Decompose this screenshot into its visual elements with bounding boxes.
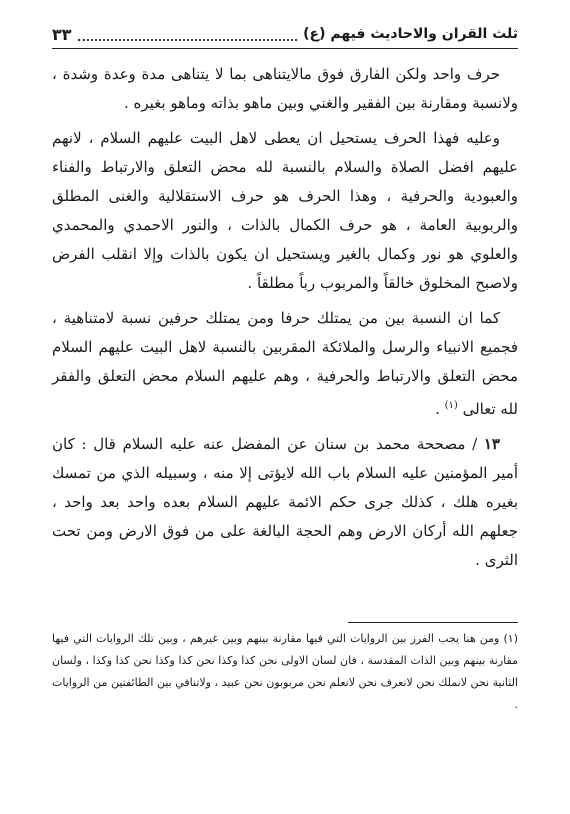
running-title: ثلث القران والاحاديث فيهم (ع) — [303, 26, 518, 42]
paragraph-text: كما ان النسبة بين من يمتلك حرفا ومن يمتلك حرفين نسبة لامتناهية ، فجميع الانبياء والرسل والملائكة المقربين بالنسبة لاهل البيت عليهم السلام محض التعلق والارتباط والحرفية ، وهم عليهم السلام محض التعلق والفقر لله تعالى — [52, 309, 518, 418]
page-number: ٣٣ — [52, 24, 72, 44]
hadith-text: / مصححة محمد بن سنان عن المفضل عنه عليه السلام قال : كان أمير المؤمنين عليه السلام باب الله لايؤتى إلا منه ، وسبيله الذي من تمسك بغيره هلك ، كذلك جرى حكم الائمة عليهم السلام بعده واحد بعد واحد ، جعلهم الله أركان الارض وهم الحجة البالغة على من فوق الارض ومن تحت الثرى . — [52, 435, 518, 569]
header-leader-dots — [78, 27, 298, 41]
paragraph: وعليه فهذا الحرف يستحيل ان يعطى لاهل البيت عليهم السلام ، لانهم عليهم افضل الصلاة والسلام بالنسبة لله محض التعلق والارتباط والفناء والعبودية والحرفية ، وهذا الحرف هو حرف الاستقلالية والغنى المطلق والربوبية العامة ، هو حرف الكمال بالذات ، والنور الاحمدي والمحمدي والعلوي هو نور وكمال بالغير ويستحيل ان يكون بالذات وإلا انقلب الفرض ولاصبح المخلوق خالقاً والمربوب رباً مطلقاً . — [52, 129, 518, 292]
header-divider — [52, 48, 518, 49]
footnote-divider — [348, 622, 518, 623]
paragraph-with-footnote: كما ان النسبة بين من يمتلك حرفا ومن يمتلك حرفين نسبة لامتناهية ، فجميع الانبياء والرسل والملائكة المقربين بالنسبة لاهل البيت عليهم السلام محض التعلق والارتباط والحرفية ، وهم عليهم السلام محض التعلق والفقر لله تعالى $^{(١)}$ . — [52, 309, 518, 418]
paragraph: حرف واحد ولكن الفارق فوق مالايتناهى بما لا يتناهى مدة وعدة وشدة ، ولانسبة ومقارنة بين الفقير والغني وبين ماهو بذاته وماهو بغيره . — [52, 65, 518, 112]
page-header — [52, 20, 518, 48]
hadith-number: ١٣ — [483, 435, 500, 453]
footnote: (١) ومن هنا يجب الفرز بين الروايات التي فيها مقارنة بينهم وبين غيرهم ، وبين تلك الروايات التي فيها مقارنة بينهم وبين الذات المقدسة ، فان لسان الاولى نحن كذا وكذا نحن كذا وكذا نحن كذا وكذا ، ولسان الثانية نحن لانملك نحن لانعرف نحن لانعلم نحن مربوبون نحن عبيد ، ولاتنافي بين الطائفتين من الروايات . — [52, 632, 518, 711]
hadith-paragraph — [52, 430, 518, 575]
main-text — [52, 60, 518, 581]
footnote-section — [52, 628, 518, 716]
footnote-marker: (١) — [444, 400, 458, 411]
